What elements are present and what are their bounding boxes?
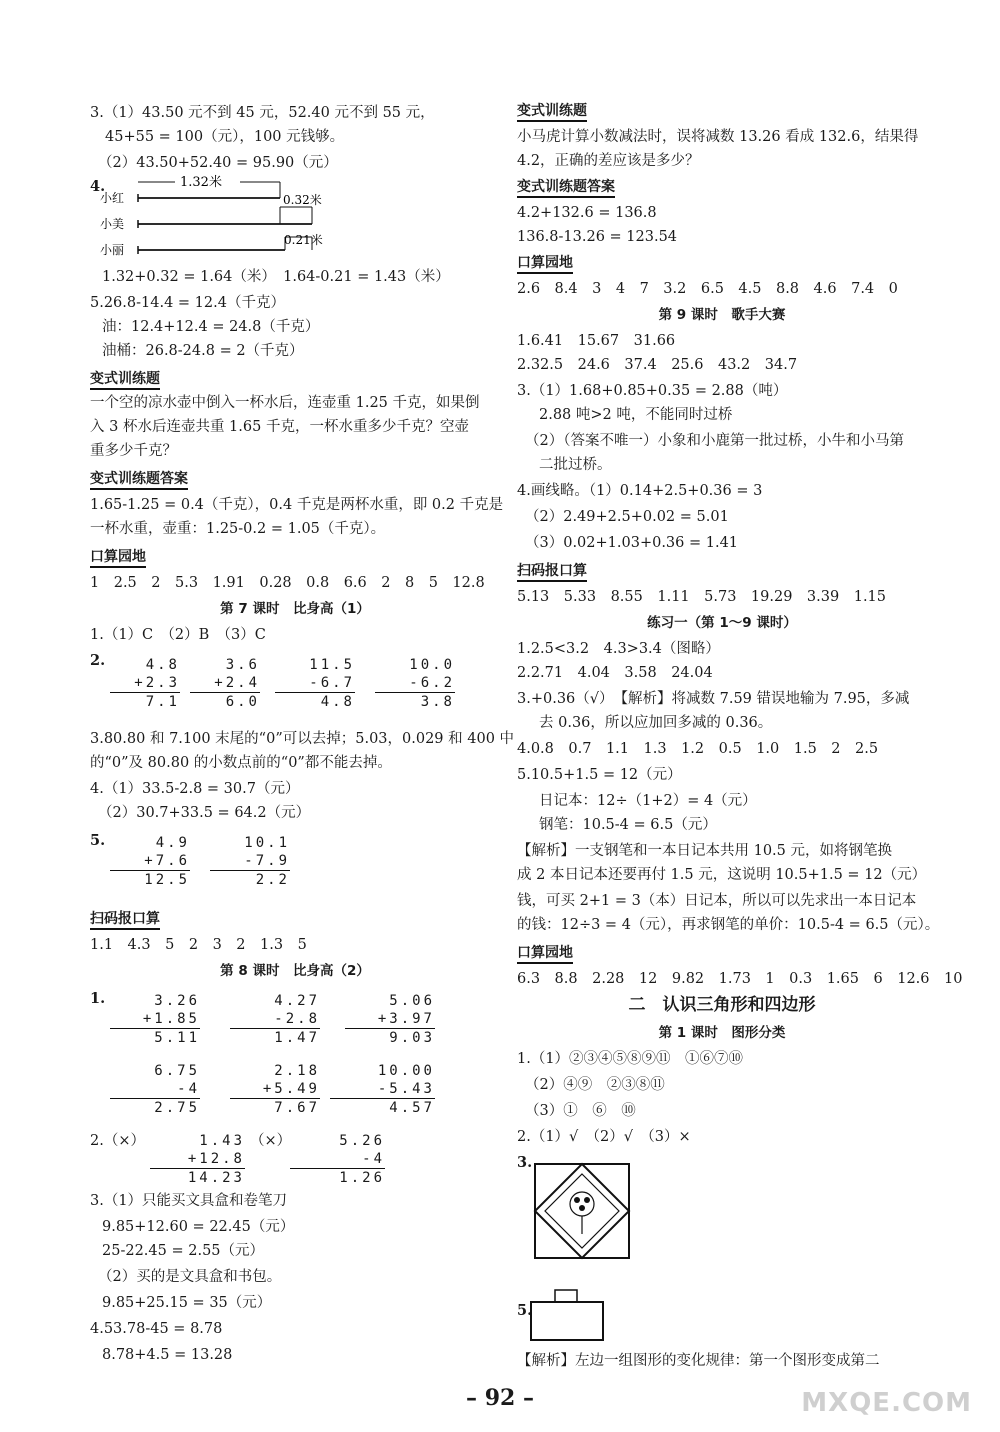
l7-q3-line2: 的“0”及 80.80 的小数点前的“0”都不能去掉。 — [90, 755, 392, 771]
q3-label-right: 3. — [517, 1154, 533, 1171]
lianxi-title: 练习一（第 1～9 课时） — [647, 615, 797, 631]
heading-bianshi-answer-right: 变式训练题答案 — [517, 179, 615, 195]
heading-kousuan2: 口算园地 — [517, 945, 573, 961]
bianshi-line3: 重多少千克？ — [90, 443, 177, 459]
lx-line10: 成 2 本日记本还要再付 1.5 元，这说明 10.5+1.5 = 12（元） — [517, 867, 927, 883]
heading-kousuan: 口算园地 — [90, 549, 146, 565]
l7-q1: 1.（1）C （2）B （3）C — [90, 627, 266, 643]
diamond-square-figure — [527, 1156, 637, 1266]
flower-dot — [579, 1205, 585, 1211]
heading-bianshi: 变式训练题 — [90, 371, 160, 387]
l8-q3-line2: 9.85+12.60 = 22.45（元） — [102, 1219, 295, 1235]
saoma-right-answers: 5.13 5.33 8.55 1.11 5.73 19.29 3.39 1.15 — [517, 589, 887, 605]
jiexi-last-line: 【解析】左边一组图形的变化规律：第一个图形变成第二 — [517, 1353, 880, 1369]
u2-line1: 1.（1）②③④⑤⑧⑨⑪ ①⑥⑦⑩ — [517, 1051, 744, 1067]
vertical-calc: 4.8 +2.3 7.1 — [110, 656, 180, 711]
l8-q3-line3: 25-22.45 = 2.55（元） — [102, 1243, 265, 1259]
large-rect — [531, 1302, 603, 1340]
q5-line2: 油：12.4+12.4 = 24.8（千克） — [102, 319, 320, 335]
diagram-top-label: 1.32米 — [180, 175, 222, 190]
q5-line1: 5.26.8-14.4 = 12.4（千克） — [90, 295, 285, 311]
flower-decoration — [570, 1192, 594, 1216]
name-xiaohong: 小红 — [100, 191, 125, 205]
l9-line2: 2.32.5 24.6 37.4 25.6 43.2 34.7 — [517, 357, 798, 373]
rectangle-figure — [527, 1286, 617, 1346]
q5-line3: 油桶：26.8-24.8 = 2（千克） — [102, 343, 304, 359]
lx-line3: 3.+0.36（√） 【解析】将减数 7.59 错误地输为 7.95，多减 — [517, 691, 910, 707]
diff-label-2: 0.21米 — [284, 233, 323, 247]
heading-bianshi-right: 变式训练题 — [517, 103, 587, 119]
lx-line2: 2.2.71 4.04 3.58 24.04 — [517, 665, 713, 681]
lesson8-title: 第 8 课时 比身高（2） — [220, 963, 370, 979]
lx-line11: 钱，可买 2+1 = 3（本）日记本，所以可以先求出一本日记本 — [517, 893, 917, 909]
l8-q4-line2: 8.78+4.5 = 13.28 — [102, 1347, 233, 1363]
vertical-calc: 10.00 -5.43 4.57 — [330, 1062, 435, 1117]
vertical-calc: 1.43 +12.8 14.23 — [150, 1132, 245, 1187]
lx-line5: 4.0.8 0.7 1.1 1.3 1.2 0.5 1.0 1.5 2 2.5 — [517, 741, 879, 757]
bianshi-line2: 入 3 杯水后连壶共重 1.65 千克，一杯水重多少千克？空壶 — [90, 419, 469, 435]
kousuan-answers: 1 2.5 2 5.3 1.91 0.28 0.8 6.6 2 8 5 12.8 — [90, 575, 485, 591]
vertical-calc: 11.5 -6.7 4.8 — [275, 656, 355, 711]
flower-dot — [584, 1197, 590, 1203]
q3-line3: （2）43.50+52.40 = 95.90（元） — [98, 155, 338, 171]
lx-line8: 钢笔：10.5-4 = 6.5（元） — [539, 817, 717, 833]
l9-line6: 二批过桥。 — [539, 457, 612, 473]
vertical-calc: 10.0 -6.2 3.8 — [375, 656, 455, 711]
heading-bianshi-answer: 变式训练题答案 — [90, 471, 188, 487]
vertical-calc: 4.27 -2.8 1.47 — [230, 992, 320, 1047]
name-xiaoli: 小丽 — [100, 243, 125, 257]
l9-line1: 1.6.41 15.67 31.66 — [517, 333, 676, 349]
lx-line4: 去 0.36，所以应加回多减的 0.36。 — [539, 715, 773, 731]
kousuan-right-answers: 2.6 8.4 3 4 7 3.2 6.5 4.5 8.8 4.6 7.4 0 — [517, 281, 898, 297]
page-number: – 92 – — [466, 1385, 534, 1411]
lx-line1: 1.2.5<3.2 4.3>3.4（图略） — [517, 641, 720, 657]
vertical-calc: 3.26 +1.85 5.11 — [110, 992, 200, 1047]
kousuan2-answers: 6.3 8.8 2.28 12 9.82 1.73 1 0.3 1.65 6 12.6 10 — [517, 971, 963, 987]
q3-line2: 45+55 = 100（元），100 元钱够。 — [105, 129, 345, 145]
u2-line3: （3）① ⑥ ⑩ — [525, 1103, 636, 1119]
l8-q2-mid: （×） — [250, 1133, 292, 1149]
vertical-calc: 10.1 -7.9 2.2 — [210, 834, 290, 889]
bianshi-answer-right-line1: 4.2+132.6 = 136.8 — [517, 205, 657, 221]
l9-line8: （2）2.49+2.5+0.02 = 5.01 — [525, 509, 729, 525]
u2-line4: 2.（1）√ （2）√ （3）× — [517, 1129, 691, 1145]
lesson7-title: 第 7 课时 比身高（1） — [220, 601, 370, 617]
flower-dot — [574, 1197, 580, 1203]
q5-label-right: 5. — [517, 1302, 533, 1319]
bianshi-answer-line1: 1.65-1.25 = 0.4（千克），0.4 千克是两杯水重，即 0.2 千克是 — [90, 497, 504, 513]
l9-line9: （3）0.02+1.03+0.36 = 1.41 — [525, 535, 739, 551]
l8-q3-line4: （2）买的是文具盒和书包。 — [98, 1269, 282, 1285]
saoma-answers: 1.1 4.3 5 2 3 2 1.3 5 — [90, 937, 307, 953]
unit2-lesson1-title: 第 1 课时 图形分类 — [658, 1025, 786, 1041]
line-segment-diagram — [90, 174, 350, 264]
l7-q4-line2: （2）30.7+33.5 = 64.2（元） — [98, 805, 311, 821]
bianshi-answer-right-line2: 136.8-13.26 = 123.54 — [517, 229, 678, 245]
heading-kousuan-right: 口算园地 — [517, 255, 573, 271]
vertical-calc: 5.26 -4 1.26 — [290, 1132, 385, 1187]
l8-q3-line1: 3.（1）只能买文具盒和卷笔刀 — [90, 1193, 288, 1209]
l7-q5-label: 5. — [90, 832, 106, 849]
l7-q3-line1: 3.80.80 和 7.100 末尾的“0”可以去掉；5.03，0.029 和 400 中 — [90, 731, 515, 747]
vertical-calc: 5.06 +3.97 9.03 — [345, 992, 435, 1047]
bianshi-right-line1: 小马虎计算小数减法时，误将减数 13.26 看成 132.6，结果得 — [517, 129, 919, 145]
vertical-calc: 4.9 +7.6 12.5 — [110, 834, 190, 889]
l9-line7: 4.画线略。（1）0.14+2.5+0.36 = 3 — [517, 483, 763, 499]
l9-line4: 2.88 吨>2 吨，不能同时过桥 — [539, 407, 733, 423]
l8-q3-line5: 9.85+25.15 = 35（元） — [102, 1295, 272, 1311]
heading-saoma: 扫码报口算 — [90, 911, 160, 927]
watermark: MXQE.COM — [801, 1388, 972, 1418]
vertical-calc: 2.18 +5.49 7.67 — [230, 1062, 320, 1117]
q4-label: 4. — [90, 178, 106, 195]
l7-q4-line1: 4.（1）33.5-2.8 = 30.7（元） — [90, 781, 300, 797]
lx-line12: 的钱：12÷3 = 4（元），再求钢笔的单价：10.5-4 = 6.5（元）。 — [517, 917, 940, 933]
lx-line7: 日记本：12÷（1+2）= 4（元） — [539, 793, 757, 809]
l8-q1-label: 1. — [90, 990, 106, 1007]
l9-line5: （2）（答案不唯一）小象和小鹿第一批过桥，小牛和小马第 — [525, 433, 904, 449]
bianshi-answer-line2: 一杯水重，壶重：1.25-0.2 = 1.05（千克）。 — [90, 521, 386, 537]
unit2-title: 二 认识三角形和四边形 — [628, 995, 816, 1015]
l8-q4-line1: 4.53.78-45 = 8.78 — [90, 1321, 223, 1337]
lesson9-title: 第 9 课时 歌手大赛 — [658, 307, 786, 323]
u2-line2: （2）④⑨ ②③⑧⑪ — [525, 1077, 665, 1093]
diff-label-1: 0.32米 — [283, 193, 322, 207]
bianshi-right-line2: 4.2，正确的差应该是多少？ — [517, 153, 700, 169]
vertical-calc: 6.75 -4 2.75 — [110, 1062, 200, 1117]
q3-line1: 3.（1）43.50 元不到 45 元，52.40 元不到 55 元， — [90, 105, 435, 121]
small-rect — [555, 1290, 577, 1302]
name-xiaomei: 小美 — [100, 217, 125, 231]
vertical-calc: 3.6 +2.4 6.0 — [190, 656, 260, 711]
l8-q2-label: 2.（×） — [90, 1133, 145, 1149]
l7-q2-label: 2. — [90, 652, 106, 669]
lx-line6: 5.10.5+1.5 = 12（元） — [517, 767, 682, 783]
l9-line3: 3.（1）1.68+0.85+0.35 = 2.88（吨） — [517, 383, 788, 399]
heading-saoma-right: 扫码报口算 — [517, 563, 587, 579]
q4-equation: 1.32+0.32 = 1.64（米） 1.64-0.21 = 1.43（米） — [102, 269, 450, 285]
bianshi-line1: 一个空的凉水壶中倒入一杯水后，连壶重 1.25 千克，如果倒 — [90, 395, 480, 411]
lx-line9: 【解析】一支钢笔和一本日记本共用 10.5 元，如将钢笔换 — [517, 843, 893, 859]
